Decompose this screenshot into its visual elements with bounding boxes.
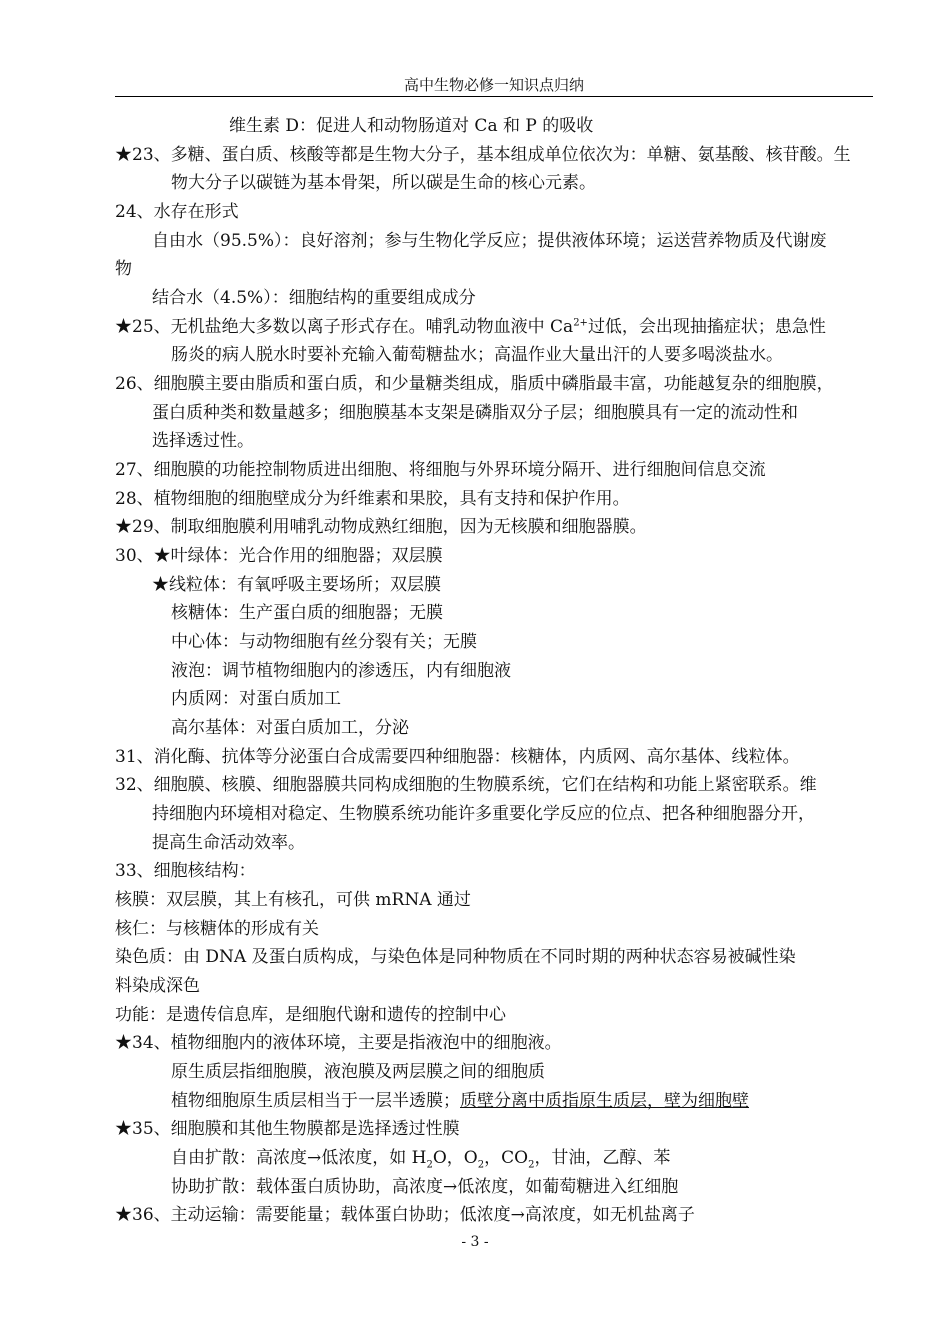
text-line: 30、★叶绿体：光合作用的细胞器；双层膜 — [115, 546, 443, 566]
underlined-text: 质壁分离中质指原生质层，壁为细胞壁 — [460, 1091, 749, 1111]
text-line: ★29、制取细胞膜利用哺乳动物成熟红细胞，因为无核膜和细胞器膜。 — [115, 517, 647, 537]
text-line: 核糖体：生产蛋白质的细胞器；无膜 — [171, 603, 443, 623]
text-line: 核膜：双层膜，其上有核孔，可供 mRNA 通过 — [115, 890, 471, 910]
text-segment: ，CO — [484, 1148, 529, 1168]
text-line: 原生质层指细胞膜，液泡膜及两层膜之间的细胞质 — [171, 1062, 545, 1082]
text-segment: 过低，会出现抽搐症状；患急性 — [587, 317, 826, 337]
text-line: 高尔基体：对蛋白质加工，分泌 — [171, 718, 409, 738]
text-line: 肠炎的病人脱水时要补充输入葡萄糖盐水；高温作业大量出汗的人要多喝淡盐水。 — [171, 345, 783, 365]
text-line: 维生素 D：促进人和动物肠道对 Ca 和 P 的吸收 — [229, 116, 594, 136]
text-segment: O，O — [432, 1148, 478, 1168]
superscript-text: 2+ — [573, 317, 588, 329]
text-line: 33、细胞核结构： — [115, 861, 256, 881]
page-number: - 3 - — [461, 1234, 489, 1250]
header-divider — [115, 96, 873, 97]
text-line: 26、细胞膜主要由脂质和蛋白质，和少量糖类组成，脂质中磷脂最丰富，功能越复杂的细胞膜， — [115, 374, 834, 394]
text-line: ★34、植物细胞内的液体环境，主要是指液泡中的细胞液。 — [115, 1033, 562, 1053]
text-line: 物大分子以碳链为基本骨架，所以碳是生命的核心元素。 — [171, 173, 596, 193]
text-line: 协助扩散：载体蛋白质协助，高浓度→低浓度，如葡萄糖进入红细胞 — [171, 1177, 679, 1197]
subscript-text: 2 — [477, 1159, 485, 1171]
text-line — [171, 1087, 749, 1115]
text-line: 结合水（4.5%）：细胞结构的重要组成成分 — [152, 288, 476, 308]
text-line: 蛋白质种类和数量越多；细胞膜基本支架是磷脂双分子层；细胞膜具有一定的流动性和 — [152, 403, 798, 423]
text-line: 物 — [115, 259, 132, 279]
text-line: 32、细胞膜、核膜、细胞器膜共同构成细胞的生物膜系统，它们在结构和功能上紧密联系。维 — [115, 775, 817, 795]
text-line: ★线粒体：有氧呼吸主要场所；双层膜 — [152, 575, 441, 595]
text-line: 功能：是遗传信息库，是细胞代谢和遗传的控制中心 — [115, 1005, 506, 1025]
text-line: 24、水存在形式 — [115, 202, 239, 222]
page-header-title: 高中生物必修一知识点归纳 — [403, 76, 584, 94]
text-segment: 自由扩散：高浓度→低浓度，如 H — [171, 1148, 427, 1168]
text-line: ★23、多糖、蛋白质、核酸等都是生物大分子，基本组成单位依次为：单糖、氨基酸、核苷酸。生 — [115, 145, 851, 165]
text-line: 液泡：调节植物细胞内的渗透压，内有细胞液 — [171, 661, 511, 681]
subscript-text: 2 — [426, 1159, 433, 1171]
text-line — [115, 313, 826, 341]
text-line: 提高生命活动效率。 — [152, 833, 305, 853]
text-line: ★35、细胞膜和其他生物膜都是选择透过性膜 — [115, 1119, 460, 1139]
text-line: 自由水（95.5%）：良好溶剂；参与生物化学反应；提供液体环境；运送营养物质及代谢废 — [152, 231, 827, 251]
text-line: 28、植物细胞的细胞壁成分为纤维素和果胶，具有支持和保护作用。 — [115, 489, 630, 509]
text-segment: 植物细胞原生质层相当于一层半透膜； — [171, 1091, 460, 1111]
text-segment: ，甘油，乙醇、苯 — [534, 1148, 671, 1168]
text-line: 染色质：由 DNA 及蛋白质构成，与染色体是同种物质在不同时期的两种状态容易被碱性染 — [115, 947, 796, 967]
text-line: 选择透过性。 — [152, 431, 254, 451]
text-line: 持细胞内环境相对稳定、生物膜系统功能许多重要化学反应的位点、把各种细胞器分开， — [152, 804, 815, 824]
text-line: 内质网：对蛋白质加工 — [171, 689, 341, 709]
text-line — [171, 1144, 670, 1172]
text-line: 料染成深色 — [115, 976, 200, 996]
text-line: 27、细胞膜的功能控制物质进出细胞、将细胞与外界环境分隔开、进行细胞间信息交流 — [115, 460, 766, 480]
text-line: 31、消化酶、抗体等分泌蛋白合成需要四种细胞器：核糖体，内质网、高尔基体、线粒体。 — [115, 747, 800, 767]
text-line: ★36、主动运输：需要能量；载体蛋白协助；低浓度→高浓度，如无机盐离子 — [115, 1205, 695, 1225]
text-line: 核仁：与核糖体的形成有关 — [115, 919, 319, 939]
text-segment: ★25、无机盐绝大多数以离子形式存在。哺乳动物血液中 Ca — [115, 317, 574, 337]
subscript-text: 2 — [528, 1159, 535, 1171]
text-line: 中心体：与动物细胞有丝分裂有关；无膜 — [171, 632, 477, 652]
